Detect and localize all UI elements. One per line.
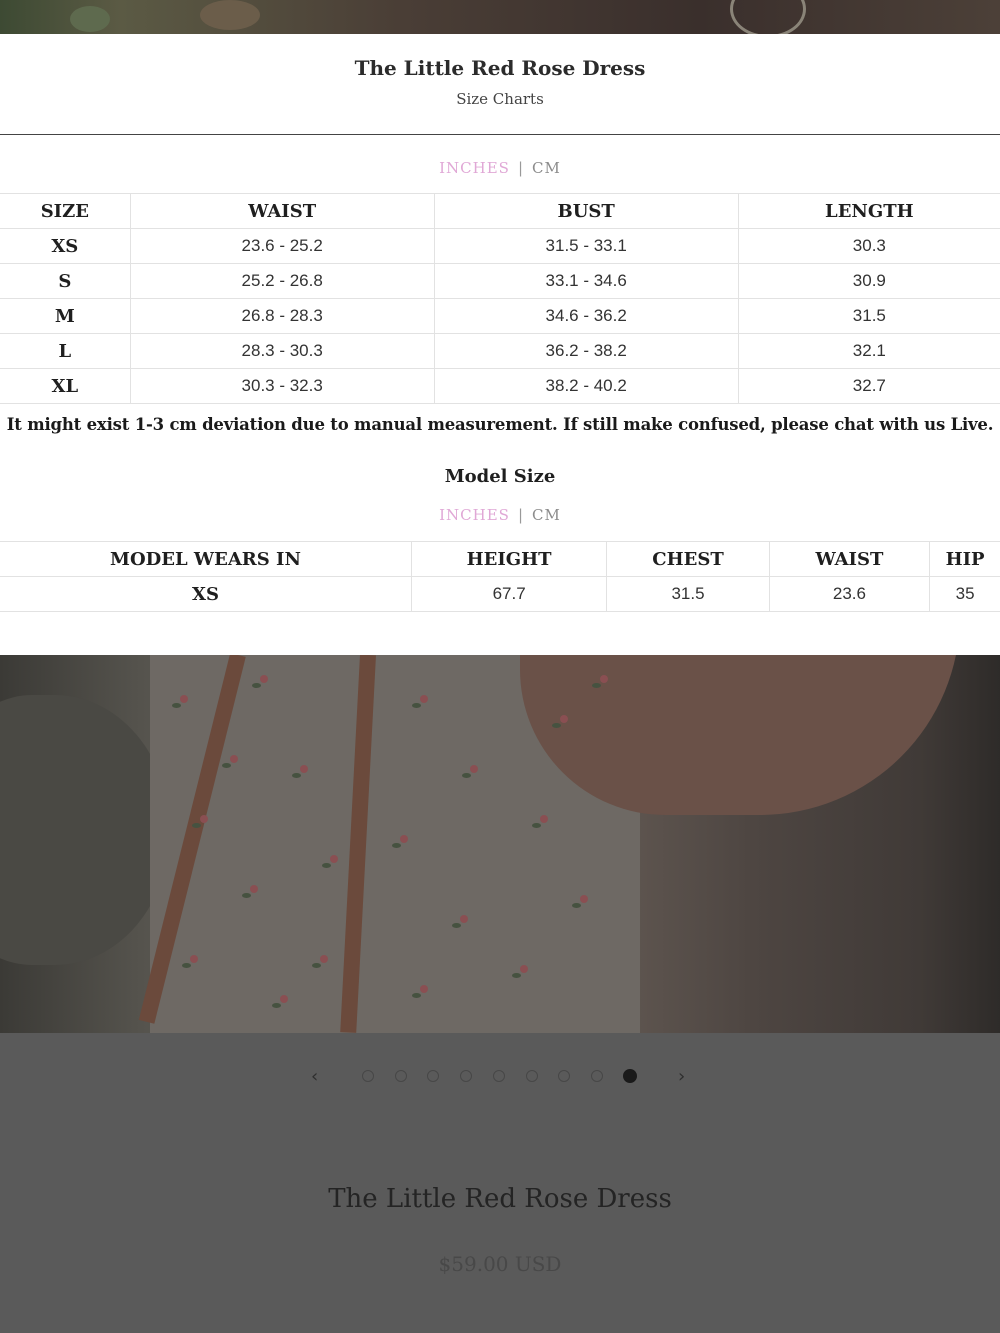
header-length: LENGTH	[738, 194, 1000, 229]
header-height: HEIGHT	[411, 542, 606, 577]
bust-cell: 33.1 - 34.6	[434, 264, 738, 299]
header-bust: BUST	[434, 194, 738, 229]
table-row	[0, 264, 1000, 299]
size-cell: XS	[0, 229, 130, 264]
header-waist: WAIST	[769, 542, 929, 577]
waist-cell: 30.3 - 32.3	[130, 369, 434, 404]
model-size-cell: XS	[0, 577, 411, 612]
header-model-wears-in: MODEL WEARS IN	[0, 542, 411, 577]
unit-separator: |	[517, 506, 525, 524]
unit-inches-tab[interactable]: INCHES	[439, 159, 510, 177]
chest-cell: 31.5	[607, 577, 769, 612]
length-cell: 30.3	[738, 229, 1000, 264]
modal-title: The Little Red Rose Dress	[354, 56, 646, 80]
hip-cell: 35	[930, 577, 1000, 612]
table-row	[0, 299, 1000, 334]
chevron-right-icon[interactable]: ›	[678, 1066, 686, 1087]
carousel-dot[interactable]	[591, 1070, 603, 1082]
size-unit-toggle	[0, 158, 1000, 178]
unit-cm-tab[interactable]: CM	[532, 506, 561, 524]
model-unit-toggle	[0, 505, 1000, 525]
waist-cell: 23.6 - 25.2	[130, 229, 434, 264]
unit-inches-tab[interactable]: INCHES	[439, 506, 510, 524]
bust-cell: 38.2 - 40.2	[434, 369, 738, 404]
bust-cell: 36.2 - 38.2	[434, 334, 738, 369]
chevron-left-icon[interactable]: ‹	[311, 1066, 319, 1087]
table-row	[0, 229, 1000, 264]
header-waist: WAIST	[130, 194, 434, 229]
length-cell: 32.7	[738, 369, 1000, 404]
size-cell: S	[0, 264, 130, 299]
table-row	[0, 334, 1000, 369]
waist-cell: 26.8 - 28.3	[130, 299, 434, 334]
previous-product-image	[0, 0, 1000, 34]
modal-header	[0, 34, 1000, 135]
product-image	[0, 655, 1000, 1033]
length-cell: 31.5	[738, 299, 1000, 334]
waist-cell: 28.3 - 30.3	[130, 334, 434, 369]
model-size-table	[0, 541, 1000, 612]
bust-cell: 34.6 - 36.2	[434, 299, 738, 334]
carousel-dot-active[interactable]	[623, 1069, 637, 1083]
unit-cm-tab[interactable]: CM	[532, 159, 561, 177]
length-cell: 30.9	[738, 264, 1000, 299]
model-size-title: Model Size	[444, 466, 556, 487]
header-size: SIZE	[0, 194, 130, 229]
size-cell: M	[0, 299, 130, 334]
product-price: $59.00 USD	[438, 1252, 562, 1276]
table-row	[0, 577, 1000, 612]
waist-cell: 25.2 - 26.8	[130, 264, 434, 299]
unit-separator: |	[517, 159, 525, 177]
modal-subtitle: Size Charts	[456, 90, 544, 108]
waist-cell: 23.6	[769, 577, 929, 612]
header-chest: CHEST	[607, 542, 769, 577]
table-row	[0, 369, 1000, 404]
height-cell: 67.7	[411, 577, 606, 612]
carousel-dot[interactable]	[395, 1070, 407, 1082]
table-header-row	[0, 194, 1000, 229]
carousel-dot[interactable]	[493, 1070, 505, 1082]
carousel-dot[interactable]	[526, 1070, 538, 1082]
product-title: The Little Red Rose Dress	[328, 1184, 672, 1214]
bust-cell: 31.5 - 33.1	[434, 229, 738, 264]
size-chart-table	[0, 193, 1000, 404]
carousel-dot[interactable]	[362, 1070, 374, 1082]
carousel-dot[interactable]	[460, 1070, 472, 1082]
length-cell: 32.1	[738, 334, 1000, 369]
size-chart-modal	[0, 34, 1000, 655]
header-hip: HIP	[930, 542, 1000, 577]
size-cell: L	[0, 334, 130, 369]
table-header-row	[0, 542, 1000, 577]
measurement-note: It might exist 1-3 cm deviation due to manual measurement. If still make confused, please chat with us Live.	[6, 415, 994, 434]
size-cell: XL	[0, 369, 130, 404]
